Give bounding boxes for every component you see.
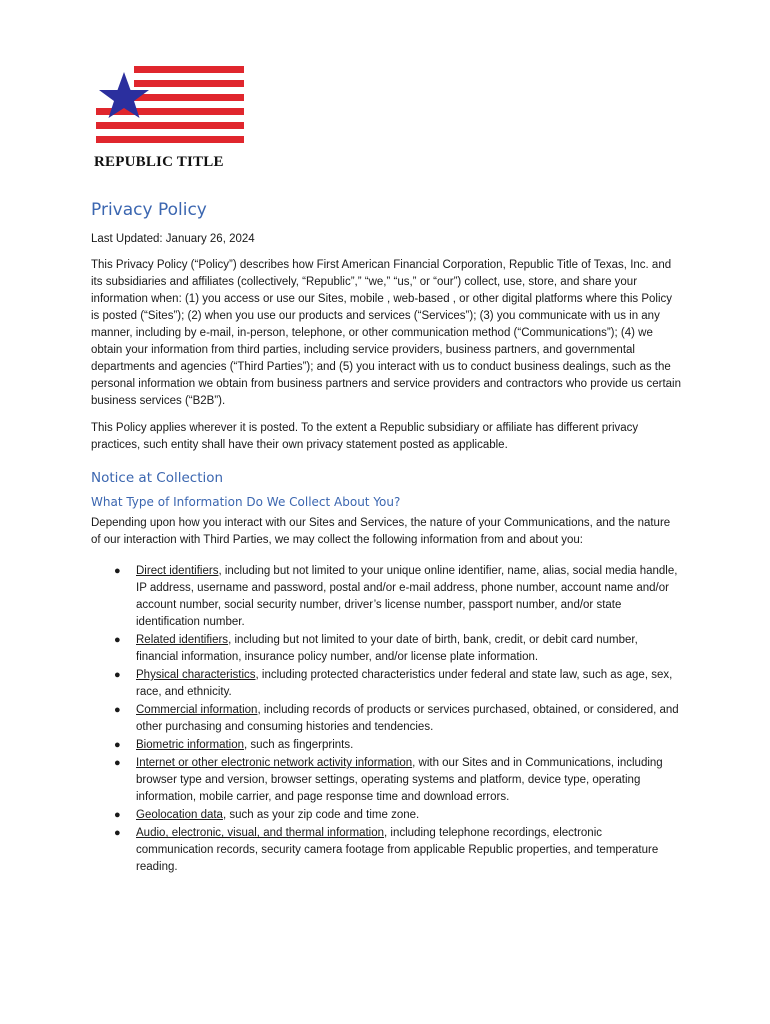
- republic-title-logo: [94, 66, 246, 174]
- info-heading: What Type of Information Do We Collect About You?: [91, 495, 401, 509]
- item-term: Related identifiers: [136, 634, 229, 646]
- intro-paragraph: This Privacy Policy (“Policy”) describes how First American Financial Corporation, Republic Title of Texas, Inc. and its subsidiaries and affiliates (collectively, “Republic”,” “we,” “us,” or “our”) collect, use, store, and share your information when: (1) you access or use our Sites, mobile , web-based , or other digital platforms where this Policy is posted (“Sites”); (2) when you use our products and services (“Services”); (3) you communicate with us in any manner, including by e-mail, in-person, telephone, or other communication method (“Communications”); (4) we obtain your information from third parties, including service providers, business partners, and governmental departments and agencies (“Third Parties”); and (5) you interact with us to conduct business dealings, such as the personal information we obtain from business partners and service providers and contractors who provide us certain business services (“B2B”).: [91, 259, 681, 407]
- bullet-icon: ●: [114, 565, 121, 577]
- item-text: , with our Sites and in Communications, including browser type and version, browser settings, operating systems and platform, device type, operating information, mobile carrier, and page response time and download errors.: [136, 757, 663, 803]
- list-item: [114, 807, 681, 824]
- bullet-icon: ●: [114, 757, 121, 769]
- list-item: [114, 825, 681, 876]
- flag-icon: [94, 66, 246, 152]
- list-item: [114, 702, 681, 736]
- item-text: , including but not limited to your date of birth, bank, credit, or debit card number, financial information, insurance policy number, and/or license plate information.: [136, 634, 638, 663]
- item-text: , including but not limited to your unique online identifier, name, alias, social media handle, IP address, username and password, postal and/or e-mail address, phone number, account name and/or account number, social security number, driver’s license number, passport number, and/or state identification number.: [136, 565, 678, 628]
- item-text: , such as fingerprints.: [244, 739, 354, 751]
- bullet-icon: ●: [114, 669, 121, 681]
- policy-content: [91, 198, 681, 877]
- item-term: Internet or other electronic network activity information: [136, 757, 413, 769]
- item-term: Physical characteristics: [136, 669, 256, 681]
- item-term: Audio, electronic, visual, and thermal information: [136, 827, 385, 839]
- item-term: Direct identifiers: [136, 565, 219, 577]
- info-list: [91, 563, 681, 876]
- applies-paragraph: This Policy applies wherever it is posted. To the extent a Republic subsidiary or affiliate has different privacy practices, such entity shall have their own privacy statement posted as applicable.: [91, 422, 639, 451]
- notice-heading: Notice at Collection: [91, 470, 224, 486]
- item-term: Geolocation data: [136, 809, 223, 821]
- list-item: [114, 667, 681, 701]
- last-updated: Last Updated: January 26, 2024: [91, 233, 255, 245]
- item-term: Biometric information: [136, 739, 245, 751]
- bullet-icon: ●: [114, 634, 121, 646]
- list-item: [114, 737, 681, 754]
- item-text: , including protected characteristics under federal and state law, such as age, sex, race, and ethnicity.: [136, 669, 673, 698]
- item-text: , including records of products or services purchased, obtained, or considered, and other purchasing and consuming histories and tendencies.: [136, 704, 679, 733]
- bullet-icon: ●: [114, 739, 121, 751]
- item-text: , including telephone recordings, electronic communication records, security camera footage from applicable Republic properties, and temperature reading.: [136, 827, 659, 873]
- list-item: [114, 632, 681, 666]
- info-lead-paragraph: Depending upon how you interact with our Sites and Services, the nature of your Communications, and the nature of our interaction with Third Parties, we may collect the following information from and about you:: [91, 517, 671, 546]
- bullet-icon: ●: [114, 809, 121, 821]
- page-title: Privacy Policy: [91, 200, 207, 220]
- item-text: , such as your zip code and time zone.: [222, 809, 420, 821]
- logo-text: REPUBLIC TITLE: [94, 154, 224, 170]
- bullet-icon: ●: [114, 704, 121, 716]
- bullet-icon: ●: [114, 827, 121, 839]
- list-item: [114, 755, 681, 806]
- item-term: Commercial information: [136, 704, 258, 716]
- list-item: [114, 563, 681, 631]
